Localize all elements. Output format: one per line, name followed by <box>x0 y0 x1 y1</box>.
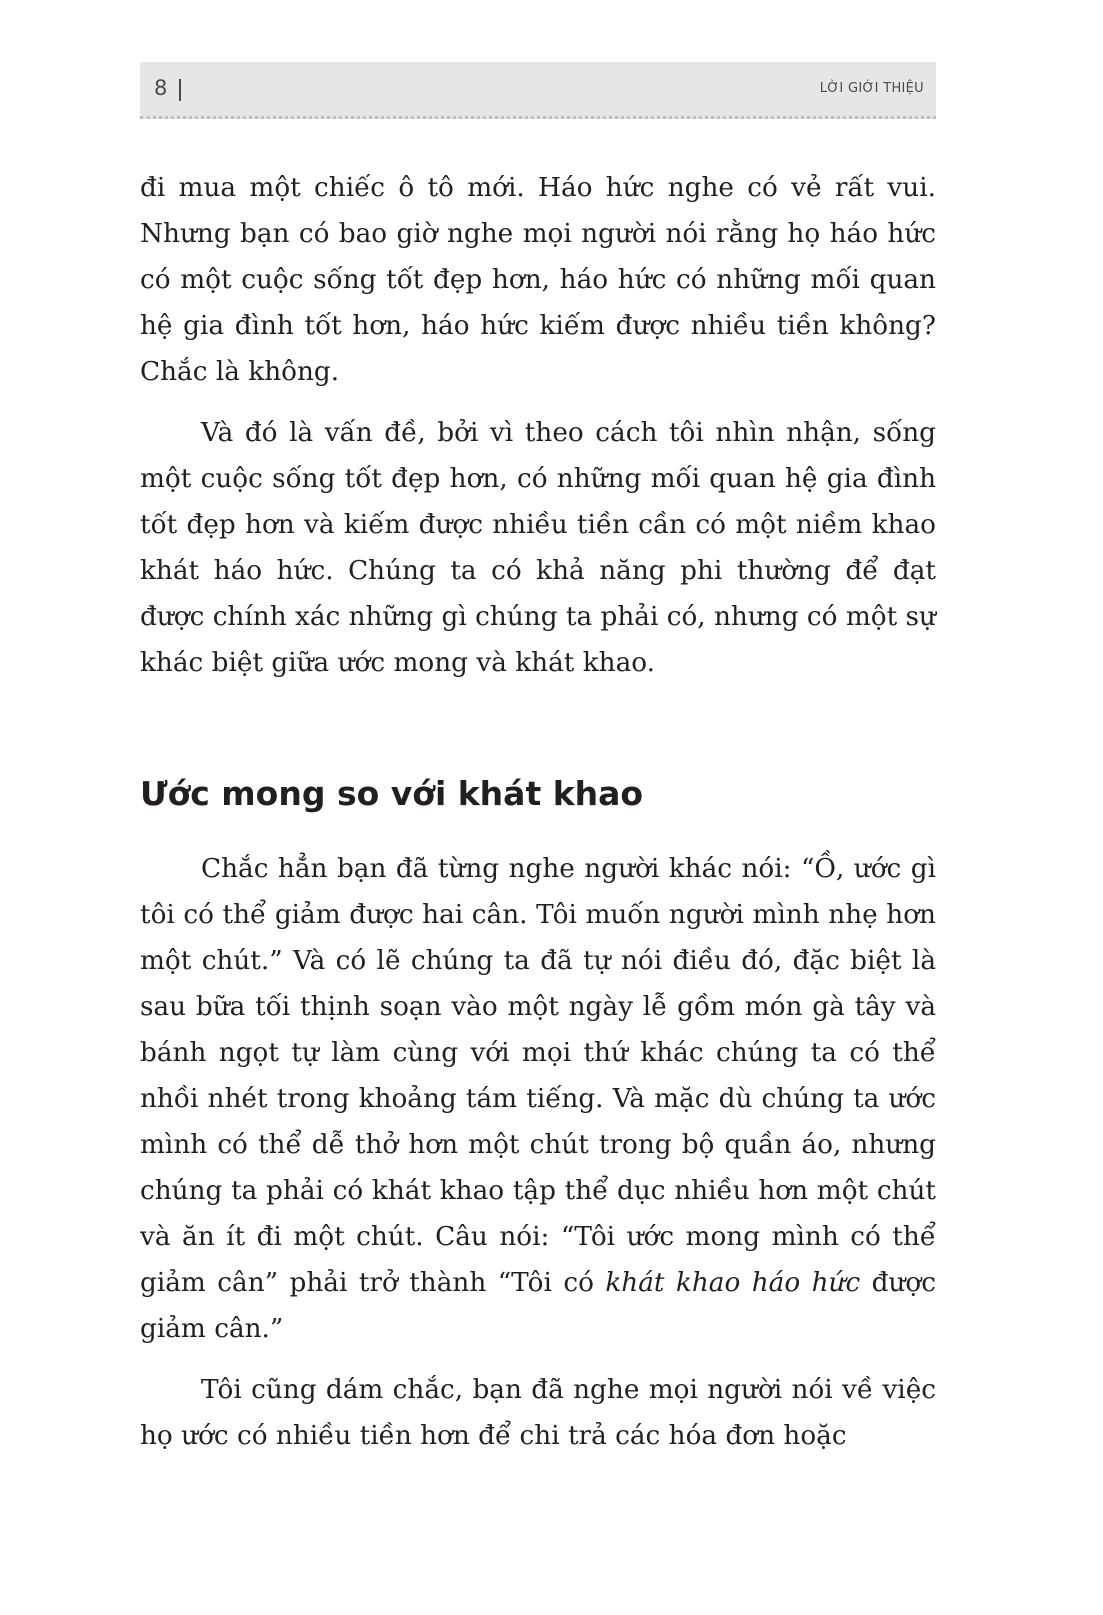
paragraph-3-text: Chắc hẳn bạn đã từng nghe người khác nói: “Ồ, ước gì tôi có thể giảm được hai cân. Tôi muốn người mình nhẹ hơn một chút.” Và có lẽ chúng ta đã tự nói điều đó, đặc biệt là sau bữa tối thịnh soạn vào một ngày lễ gồm món gà tây và bánh ngọt tự làm cùng với mọi thứ khác chúng ta có thể nhồi nhét trong khoảng tám tiếng. Và mặc dù chúng ta ước mình có thể dễ thở hơn một chút trong bộ quần áo, nhưng chúng ta phải có khát khao tập thể dục nhiều hơn một chút và ăn ít đi một chút. Câu nói: “Tôi ước mong mình có thể giảm cân” phải trở thành “Tôi có <box>140 854 936 1298</box>
paragraph-3-tail: được giảm cân.” <box>140 1268 936 1344</box>
header-divider <box>179 79 181 101</box>
running-title: LỜI GIỚI THIỆU <box>819 81 924 96</box>
paragraph-1: đi mua một chiếc ô tô mới. Háo hức nghe có vẻ rất vui. Nhưng bạn có bao giờ nghe mọi người nói rằng họ háo hức có một cuộc sống tốt đẹp hơn, háo hức có những mối quan hệ gia đình tốt hơn, háo hức kiếm được nhiều tiền không? Chắc là không. <box>140 173 936 387</box>
page-body <box>140 165 936 1459</box>
paragraph-3 <box>140 846 936 1352</box>
section-heading: Ước mong so với khát khao <box>140 774 644 813</box>
page-header <box>140 62 936 119</box>
paragraph-3-emphasis: khát khao háo hức <box>605 1268 861 1298</box>
page-number: 8 <box>154 76 168 100</box>
paragraph-4: Tôi cũng dám chắc, bạn đã nghe mọi người nói về việc họ ước có nhiều tiền hơn để chi trả các hóa đơn hoặc <box>140 1375 936 1451</box>
paragraph-2: Và đó là vấn đề, bởi vì theo cách tôi nhìn nhận, sống một cuộc sống tốt đẹp hơn, có những mối quan hệ gia đình tốt đẹp hơn và kiếm được nhiều tiền cần có một niềm khao khát háo hức. Chúng ta có khả năng phi thường để đạt được chính xác những gì chúng ta phải có, nhưng có một sự khác biệt giữa ước mong và khát khao. <box>140 418 936 678</box>
